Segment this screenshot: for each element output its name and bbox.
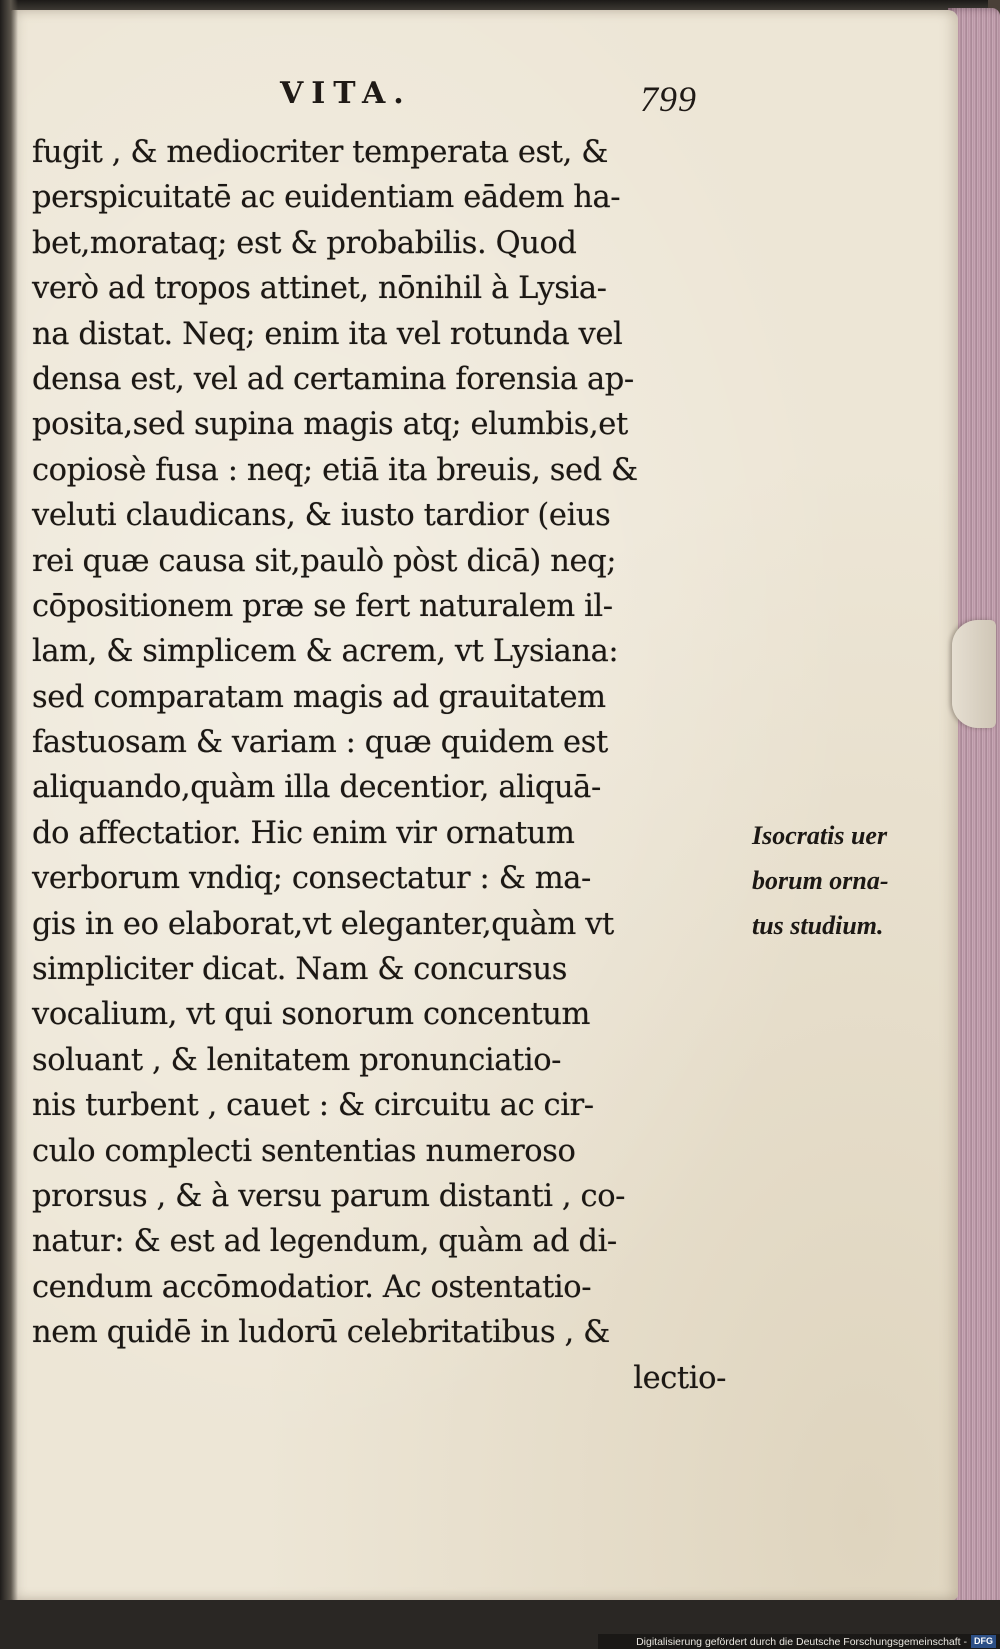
text-line: culo complecti sententias numeroso xyxy=(32,1133,576,1169)
text-line: perspicuitatē ac euidentiam eādem ha- xyxy=(32,180,621,216)
text-line: rei quæ causa sit,paulò pòst dicā) neq; xyxy=(32,543,617,579)
text-line: fastuosam & variam : quæ quidem est xyxy=(32,725,608,761)
marginal-note-line: borum orna- xyxy=(752,866,889,895)
text-line: densa est, vel ad certamina forensia ap- xyxy=(32,361,634,397)
text-line: soluant , & lenitatem pronunciatio- xyxy=(32,1042,562,1078)
marginal-note-line: Isocratis uer xyxy=(752,821,888,850)
text-line: simpliciter dicat. Nam & concursus xyxy=(32,952,568,988)
text-line: aliquando,quàm illa decentior, aliquā- xyxy=(32,770,601,806)
book-spine-shadow xyxy=(0,0,18,1649)
marginal-note-line: tus studium. xyxy=(752,911,884,940)
text-line: verò ad tropos attinet, nōnihil à Lysia- xyxy=(32,271,607,307)
text-line: cōpositionem præ se fert naturalem il- xyxy=(32,588,613,624)
page-number: 799 xyxy=(640,79,697,119)
text-line: fugit , & mediocriter temperata est, & xyxy=(32,135,609,170)
text-line: posita,sed supina magis atq; elumbis,et xyxy=(32,407,628,443)
text-line: nis turbent , cauet : & circuitu ac cir- xyxy=(32,1088,594,1124)
dfg-logo: DFG xyxy=(971,1635,996,1648)
text-line: gis in eo elaborat,vt eleganter,quàm vt xyxy=(32,906,614,942)
text-line: vocalium, vt qui sonorum concentum xyxy=(32,997,591,1033)
text-line: lam, & simplicem & acrem, vt Lysiana: xyxy=(32,634,619,670)
text-line: natur: & est ad legendum, quàm ad di- xyxy=(32,1224,617,1260)
text-line: prorsus , & à versu parum distanti , co- xyxy=(32,1178,626,1214)
fore-edge-tab xyxy=(952,620,996,728)
text-line: veluti claudicans, & iusto tardior (eius xyxy=(32,498,611,534)
text-line: copiosè fusa : neq; etiā ita breuis, sed & xyxy=(32,452,638,488)
text-line: nem quidē in ludorū celebritatibus , & xyxy=(32,1315,610,1351)
digitization-credit: Digitalisierung gefördert durch die Deutsche Forschungsgemeinschaft - xyxy=(636,1635,967,1648)
text-line: do affectatior. Hic enim vir ornatum xyxy=(32,815,575,851)
text-line: bet,morataq; est & probabilis. Quod xyxy=(32,225,577,261)
text-line: sed comparatam magis ad grauitatem xyxy=(32,679,606,715)
text-line: verborum vndiq; consectatur : & ma- xyxy=(32,861,591,897)
body-text xyxy=(32,130,744,1401)
digitization-credit-bar xyxy=(598,1634,1000,1649)
text-line: cendum accōmodatior. Ac ostentatio- xyxy=(32,1269,592,1305)
running-head: VITA. xyxy=(280,76,412,111)
text-line: na distat. Neq; enim ita vel rotunda vel xyxy=(32,316,623,352)
catchword: lectio- xyxy=(633,1360,726,1396)
marginal-note xyxy=(752,813,889,948)
